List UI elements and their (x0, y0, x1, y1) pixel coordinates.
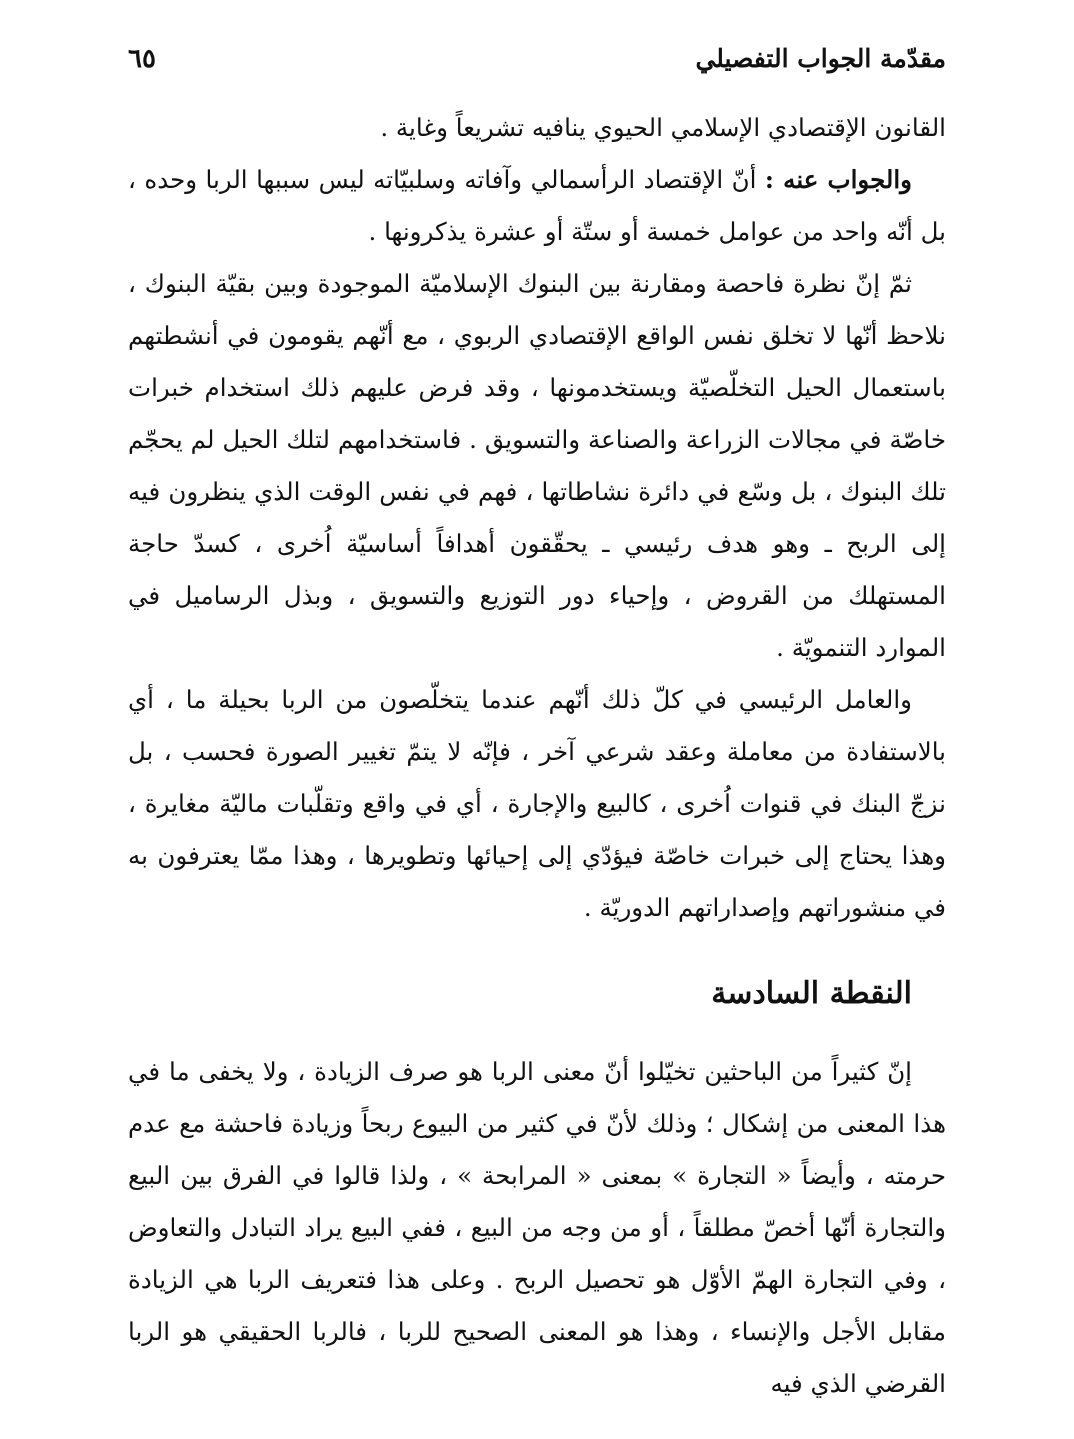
answer-lead: والجواب عنه : (764, 165, 912, 194)
paragraph-section-six (128, 1046, 946, 1410)
paragraph-text: القانون الإقتصادي الإسلامي الحيوي ينافيه تشريعاً وغاية . (380, 113, 946, 142)
paragraph-continued (128, 102, 946, 154)
page-number: ٦٥ (128, 44, 156, 74)
paragraph-comparison (128, 258, 946, 674)
paragraph-main-factor (128, 674, 946, 934)
paragraph-answer (128, 154, 946, 258)
section-heading: النقطة السادسة (711, 976, 912, 1011)
paragraph-text: أنّ الإقتصاد الرأسمالي وآفاته وسلبيّاته ليس سببها الربا وحده ، بل أنّه واحد من عوامل خمسة أو ستّة أو عشرة يذكرونها . (128, 165, 946, 246)
body-text (128, 102, 946, 1410)
running-header (128, 44, 946, 94)
paragraph-text: والعامل الرئيسي في كلّ ذلك أنّهم عندما يتخلّصون من الربا بحيلة ما ، أي بالاستفادة من معاملة وعقد شرعي آخر ، فإنّه لا يتمّ تغيير الصورة فحسب ، بل نزجّ البنك في قنوات اُخرى ، كالبيع والإجارة ، أي في واقع وتقلّبات ماليّة مغايرة ، وهذا يحتاج إلى خبرات خاصّة فيؤدّي إلى إحيائها وتطويرها ، وهذا ممّا يعترفون به في منشوراتهم وإصداراتهم الدوريّة . (128, 685, 946, 922)
running-title: مقدّمة الجواب التفصيلي (695, 44, 946, 73)
paragraph-text: إنّ كثيراً من الباحثين تخيّلوا أنّ معنى الربا هو صرف الزيادة ، ولا يخفى ما في هذا المعنى من إشكال ؛ وذلك لأنّ في كثير من البيوع ربحاً وزيادة فاحشة مع عدم حرمته ، وأيضاً « التجارة » بمعنى « المرابحة » ، ولذا قالوا في الفرق بين البيع والتجارة أنّها أخصّ مطلقاً ، أو من وجه من البيع ، ففي البيع يراد التبادل والتعاوض ، وفي التجارة الهمّ الأوّل هو تحصيل الربح . وعلى هذا فتعريف الربا هي الزيادة مقابل الأجل والإنساء ، وهذا هو المعنى الصحيح للربا ، فالربا الحقيقي هو الربا القرضي الذي فيه (128, 1057, 946, 1398)
paragraph-text: ثمّ إنّ نظرة فاحصة ومقارنة بين البنوك الإسلاميّة الموجودة وبين بقيّة البنوك ، نلاحظ أنّها لا تخلق نفس الواقع الإقتصادي الربوي ، مع أنّهم يقومون في أنشطتهم باستعمال الحيل التخلّصيّة ويستخدمونها ، وقد فرض عليهم ذلك استخدام خبرات خاصّة في مجالات الزراعة والصناعة والتسويق . فاستخدامهم لتلك الحيل لم يحجّم تلك البنوك ، بل وسّع في دائرة نشاطاتها ، فهم في نفس الوقت الذي ينظرون فيه إلى الربح ـ وهو هدف رئيسي ـ يحقّقون أهدافاً أساسيّة اُخرى ، كسدّ حاجة المستهلك من القروض ، وإحياء دور التوزيع والتسويق ، وبذل الرساميل في الموارد التنمويّة . (128, 269, 946, 662)
